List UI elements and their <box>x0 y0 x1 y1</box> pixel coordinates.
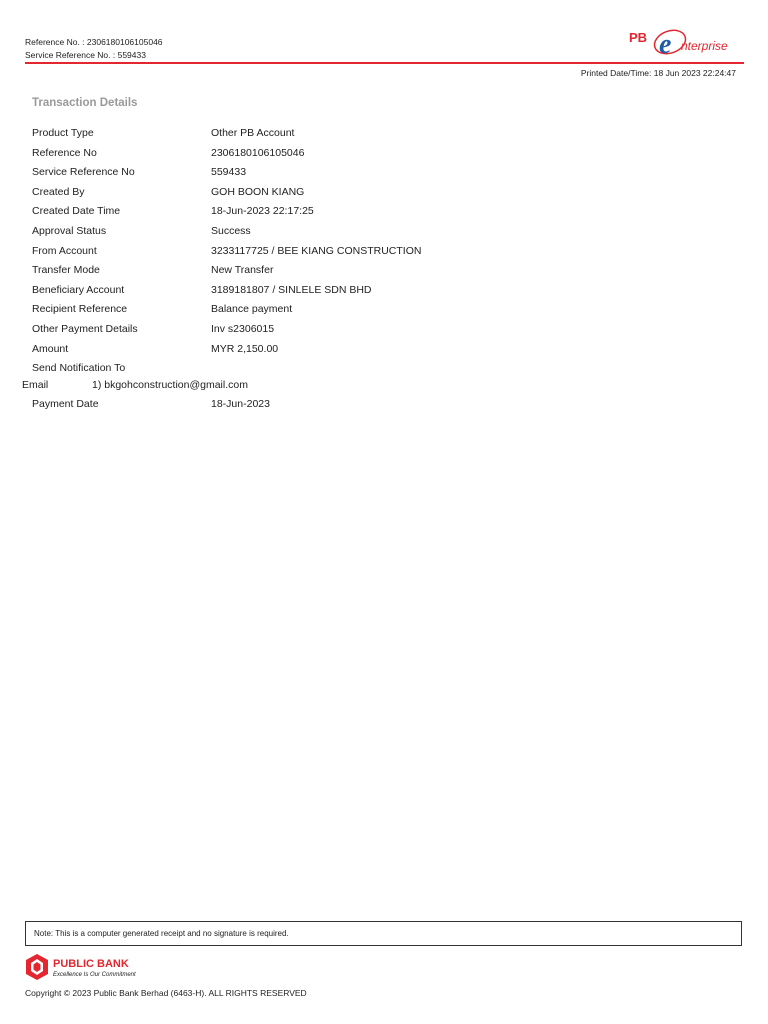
detail-value: Other PB Account <box>211 127 295 139</box>
detail-value: 3233117725 / BEE KIANG CONSTRUCTION <box>211 244 422 257</box>
detail-row <box>32 222 732 242</box>
detail-row <box>32 300 732 320</box>
detail-label: Created By <box>32 185 85 198</box>
detail-label: Created Date Time <box>32 205 121 218</box>
detail-row <box>32 144 732 164</box>
detail-label: Reference No <box>32 146 97 159</box>
header-references <box>25 36 163 61</box>
detail-label: Other Payment Details <box>32 322 138 335</box>
logo-letter: e <box>659 29 672 60</box>
detail-value: 3189181807 / SINLELE SDN BHD <box>211 283 372 296</box>
bank-name: PUBLIC BANK <box>53 958 129 970</box>
logo-prefix: PB <box>629 30 648 45</box>
reference-number: Reference No. : 2306180106105046 <box>25 37 163 47</box>
detail-value: MYR 2,150.00 <box>211 342 279 355</box>
public-bank-emblem-icon <box>26 954 48 980</box>
detail-row <box>32 359 732 379</box>
public-bank-logo <box>25 953 155 981</box>
bank-tagline: Excellence Is Our Commitment <box>53 972 136 978</box>
detail-label: Beneficiary Account <box>32 283 125 296</box>
detail-row <box>32 340 732 360</box>
detail-label: Service Reference No <box>32 166 135 179</box>
detail-row <box>32 261 732 281</box>
detail-value: Balance payment <box>211 303 293 316</box>
detail-row <box>32 183 732 203</box>
detail-label: Transfer Mode <box>32 264 100 277</box>
footer-note: Note: This is a computer generated receipt and no signature is required. <box>25 921 742 946</box>
payment-date-row <box>32 395 732 415</box>
detail-value: Success <box>211 224 251 237</box>
detail-label: Amount <box>32 342 69 355</box>
detail-row <box>32 320 732 340</box>
detail-label: Approval Status <box>32 224 107 237</box>
section-title: Transaction Details <box>32 97 138 109</box>
detail-value: 559433 <box>211 166 247 179</box>
detail-label: Send Notification To <box>32 362 126 375</box>
detail-label: Recipient Reference <box>32 303 128 316</box>
logo-suffix: nterprise <box>681 39 728 53</box>
detail-row <box>32 202 732 222</box>
detail-label: Payment Date <box>32 398 99 410</box>
transaction-details <box>32 124 732 379</box>
header-divider <box>25 62 744 64</box>
service-reference-number: Service Reference No. : 559433 <box>25 49 146 60</box>
detail-row <box>32 281 732 301</box>
detail-value: 18-Jun-2023 22:17:25 <box>211 205 314 218</box>
detail-label: From Account <box>32 244 97 257</box>
detail-value: New Transfer <box>211 264 274 277</box>
detail-value: Inv s2306015 <box>211 322 275 335</box>
email-label: Email <box>22 379 49 391</box>
copyright-text: Copyright © 2023 Public Bank Berhad (6463-H). ALL RIGHTS RESERVED <box>25 988 307 998</box>
pb-enterprise-logo <box>626 27 744 61</box>
notification-email-row <box>22 377 248 394</box>
detail-row <box>32 242 732 262</box>
detail-value: 18-Jun-2023 <box>211 398 270 410</box>
email-value: 1) bkgohconstruction@gmail.com <box>92 379 248 391</box>
printed-datetime: Printed Date/Time: 18 Jun 2023 22:24:47 <box>580 68 736 78</box>
detail-row <box>32 124 732 144</box>
detail-value: 2306180106105046 <box>211 146 305 159</box>
detail-row <box>32 163 732 183</box>
detail-row <box>32 395 732 415</box>
detail-value: GOH BOON KIANG <box>211 185 305 198</box>
detail-label: Product Type <box>32 127 94 139</box>
